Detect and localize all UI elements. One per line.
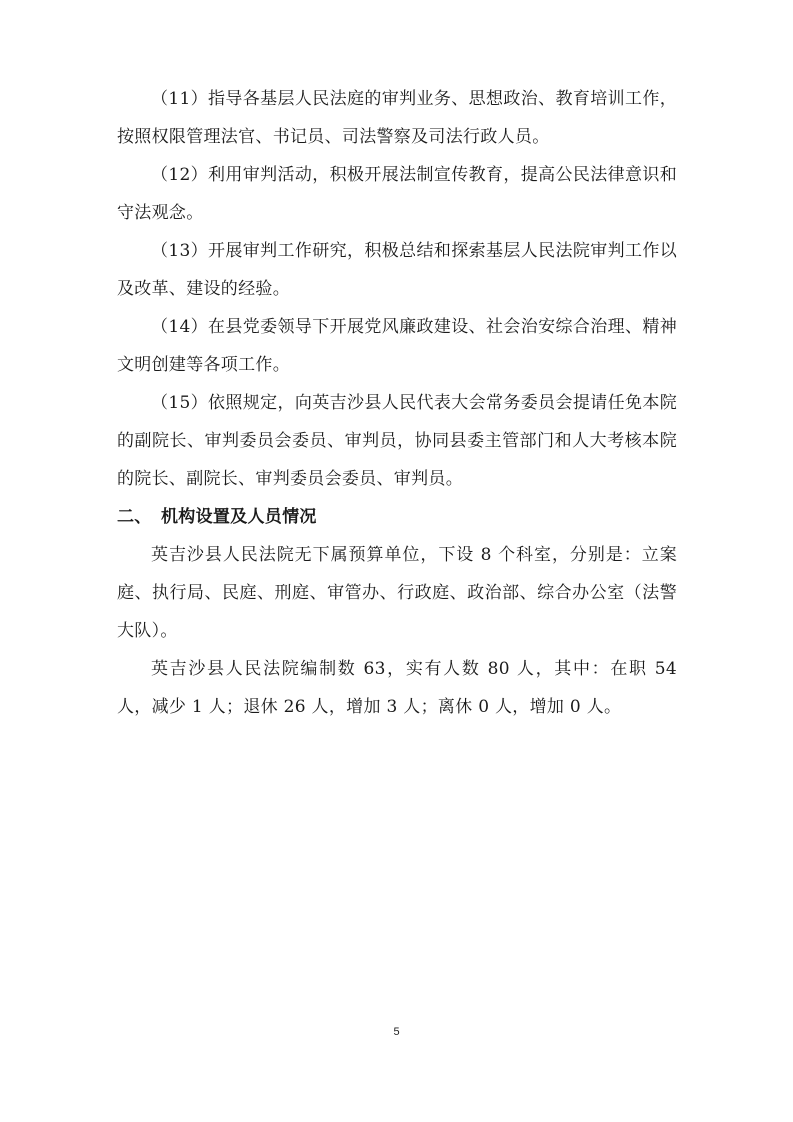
page-number: 5 (393, 1026, 400, 1038)
duty-item-15: （15）依照规定，向英吉沙县人民代表大会常务委员会提请任免本院的副院长、审判委员会委员、审判员，协同县委主管部门和人大考核本院的院长、副院长、审判委员会委员、审判员。 (117, 393, 677, 489)
duty-item-14: （14）在县党委领导下开展党风廉政建设、社会治安综合治理、精神文明创建等各项工作。 (117, 317, 677, 375)
section-number: 二、 (117, 507, 152, 527)
section-heading (117, 498, 677, 536)
section-title: 机构设置及人员情况 (161, 507, 317, 527)
structure-paragraph: 英吉沙县人民法院无下属预算单位，下设 8 个科室，分别是：立案庭、执行局、民庭、刑庭、审管办、行政庭、政治部、综合办公室（法警大队）。 (117, 545, 677, 641)
staffing-paragraph: 英吉沙县人民法院编制数 63，实有人数 80 人，其中：在职 54 人，减少 1 人；退休 26 人，增加 3 人；离休 0 人，增加 0 人。 (117, 659, 677, 717)
duty-item-13: （13）开展审判工作研究，积极总结和探索基层人民法院审判工作以及改革、建设的经验。 (117, 241, 677, 299)
page-content (117, 80, 677, 726)
duty-item-11: （11）指导各基层人民法庭的审判业务、思想政治、教育培训工作，按照权限管理法官、书记员、司法警察及司法行政人员。 (117, 89, 677, 147)
duty-item-12: （12）利用审判活动，积极开展法制宣传教育，提高公民法律意识和守法观念。 (117, 165, 677, 223)
